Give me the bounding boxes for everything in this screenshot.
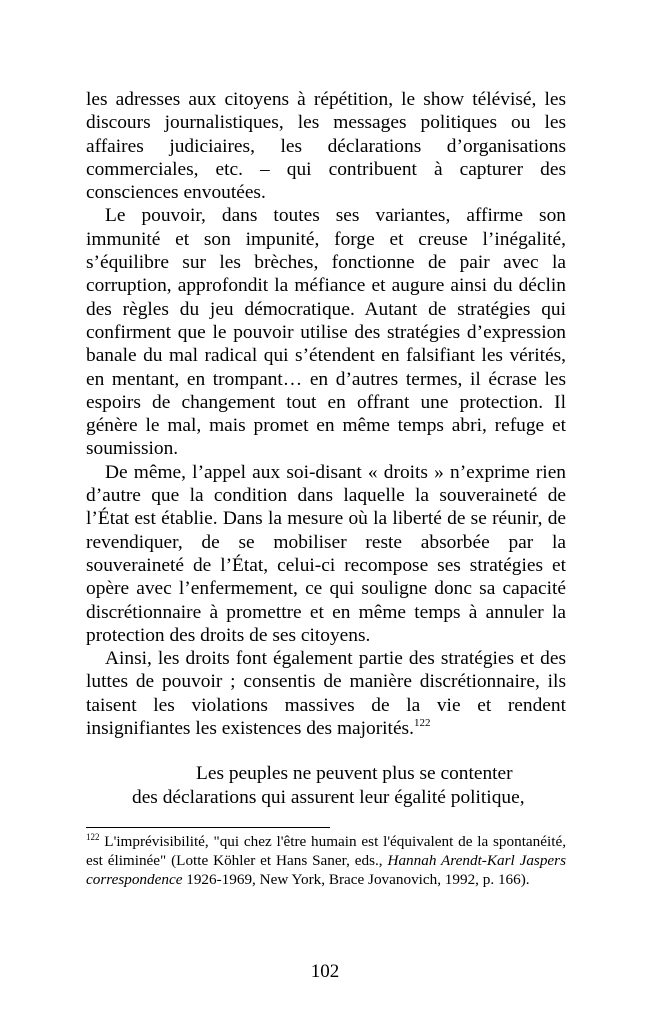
footnote bbox=[86, 832, 566, 890]
footnote-text-end: 1926-1969, New York, Brace Jovanovich, 1992, p. 166). bbox=[182, 871, 530, 889]
footnote-reference[interactable]: 122 bbox=[413, 717, 431, 730]
paragraph-4 bbox=[86, 647, 566, 740]
page-number: 102 bbox=[310, 961, 340, 982]
paragraph-4-text: Ainsi, les droits font également partie des stratégies et des luttes de pouvoir ; consentis de manière discrétionnaire, ils taisent les violations massives de la vie et rendent insignifiantes les existences des majorités. bbox=[86, 648, 566, 740]
body-text bbox=[86, 88, 566, 740]
paragraph-3: De même, l’appel aux soi-disant « droits » n’exprime rien d’autre que la condition dans laquelle la souveraineté de l’État est établie. Dans la mesure où la liberté de se réunir, de revendiquer, de se mobiliser reste absorbée par la souveraineté de l’État, celui-ci recompose ses stratégies et opère avec l’enfermement, ce qui souligne donc sa capacité discrétionnaire à promettre et en même temps à annuler la protection des droits de ses citoyens. bbox=[86, 461, 566, 646]
footnote-number: 122 bbox=[86, 832, 100, 842]
quote-line-1: Les peuples ne peuvent plus se contenter bbox=[196, 763, 513, 784]
footnote-text: L'imprévisibilité, "qui chez l'être humain est l'équivalent de la spontanéité, est éliminée" (Lotte Köhler et Hans Saner, eds., bbox=[86, 833, 566, 870]
paragraph-1: les adresses aux citoyens à répétition, le show télévisé, les discours journalistiques, les messages politiques ou les affaires judiciaires, les déclarations d’organisations commerciales, etc. – qui contribuent à capturer des consciences envoutées. bbox=[86, 89, 566, 204]
quote-line-2: des déclarations qui assurent leur égalité politique, bbox=[132, 787, 525, 808]
footnote-separator bbox=[86, 827, 330, 828]
footnote-title: Hannah Arendt-Karl Jaspers correspondence bbox=[86, 852, 566, 889]
paragraph-2: Le pouvoir, dans toutes ses variantes, affirme son immunité et son impunité, forge et creuse l’inégalité, s’équilibre sur les brèches, fonctionne de pair avec la corruption, approfondit la méfiance et augure ainsi du déclin des règles du jeu démocratique. Autant de stratégies qui confirment que le pouvoir utilise des stratégies d’expression banale du mal radical qui s’étendent en falsifiant les vérités, en mentant, en trompant… en d’autres termes, il écrase les espoirs de changement tout en offrant une protection. Il génère le mal, mais promet en même temps abri, refuge et soumission. bbox=[86, 205, 566, 460]
